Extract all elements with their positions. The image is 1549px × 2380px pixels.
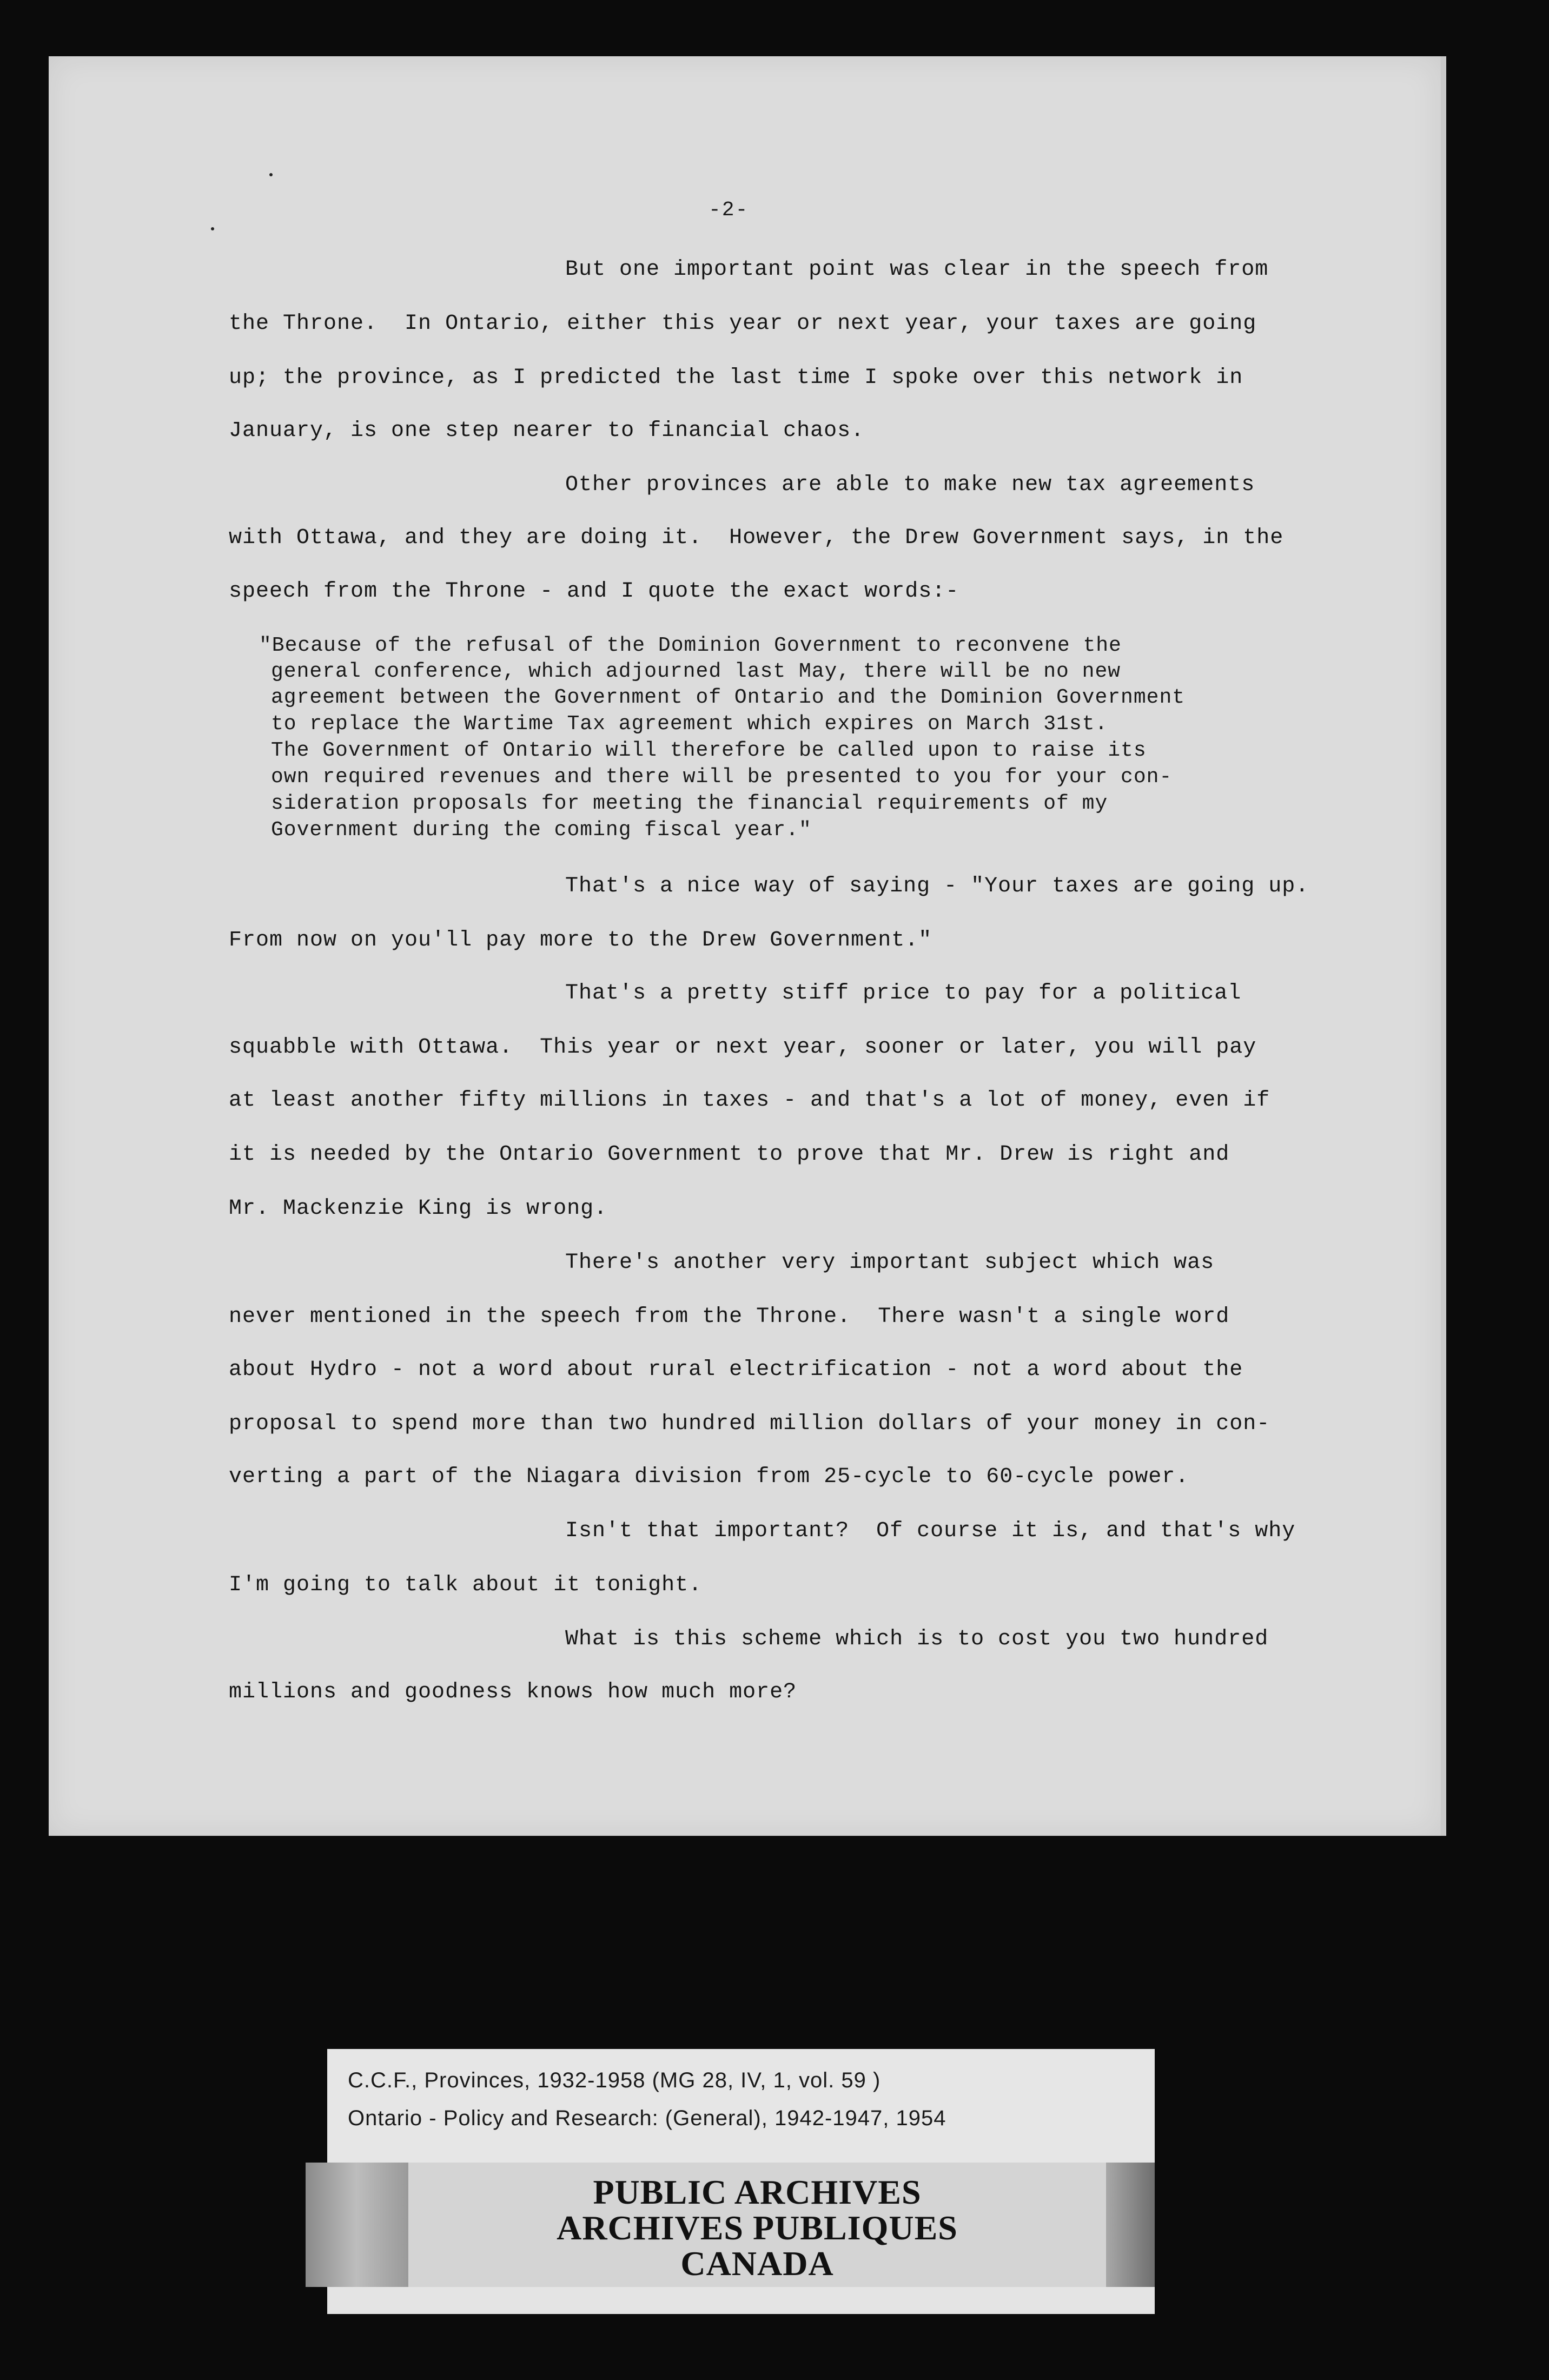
text-line: There's another very important subject which was (565, 1251, 1215, 1275)
quote-line: to replace the Wartime Tax agreement which expires on March 31st. (271, 712, 1108, 736)
text-line: at least another fifty millions in taxes - and that's a lot of money, even if (229, 1088, 1270, 1113)
page-speck (211, 227, 214, 230)
quote-line: The Government of Ontario will therefore be called upon to raise its (271, 739, 1147, 762)
text-line: verting a part of the Niagara division from 25-cycle to 60-cycle power. (229, 1465, 1189, 1489)
page-speck (269, 173, 273, 176)
text-line: Other provinces are able to make new tax agreements (565, 473, 1255, 497)
page-number: -2- (709, 199, 749, 222)
text-line: millions and goodness knows how much more? (229, 1680, 797, 1704)
text-line: the Throne. In Ontario, either this year or next year, your taxes are going (229, 312, 1257, 336)
stamp-line: PUBLIC ARCHIVES (593, 2173, 922, 2211)
archive-reference-label (327, 2049, 1155, 2165)
text-line: I'm going to talk about it tonight. (229, 1573, 703, 1597)
text-line: What is this scheme which is to cost you two hundred (565, 1627, 1269, 1651)
stamp-line: CANADA (680, 2244, 834, 2283)
text-line: Mr. Mackenzie King is wrong. (229, 1196, 608, 1221)
text-line: up; the province, as I predicted the last time I spoke over this network in (229, 366, 1243, 390)
quote-line: "Because of the refusal of the Dominion Government to reconvene the (259, 634, 1122, 657)
text-line: That's a pretty stiff price to pay for a political (565, 981, 1242, 1006)
text-line: speech from the Throne - and I quote the exact words:- (229, 579, 959, 604)
text-line: squabble with Ottawa. This year or next year, sooner or later, you will pay (229, 1035, 1257, 1060)
archives-stamp-panel (408, 2163, 1106, 2287)
quote-line: Government during the coming fiscal year." (271, 818, 812, 842)
quote-line: sideration proposals for meeting the financial requirements of my (271, 792, 1108, 815)
text-line: That's a nice way of saying - "Your taxes are going up. (565, 874, 1309, 898)
text-line: with Ottawa, and they are doing it. However, the Drew Government says, in the (229, 526, 1284, 550)
label-bottom-strip (327, 2287, 1155, 2314)
archives-stamp (306, 2163, 1155, 2287)
text-line: about Hydro - not a word about rural electrification - not a word about the (229, 1358, 1243, 1382)
text-line: never mentioned in the speech from the Throne. There wasn't a single word (229, 1305, 1230, 1329)
stamp-line: ARCHIVES PUBLIQUES (557, 2209, 958, 2247)
text-line: But one important point was clear in the speech from (565, 257, 1269, 282)
text-line: Isn't that important? Of course it is, and that's why (565, 1519, 1296, 1543)
archive-reference-line: Ontario - Policy and Research: (General), 1942-1947, 1954 (348, 2106, 946, 2130)
quote-line: agreement between the Government of Ontario and the Dominion Government (271, 686, 1186, 709)
quote-line: general conference, which adjourned last May, there will be no new (271, 660, 1121, 683)
document-page (49, 56, 1446, 1836)
text-line: From now on you'll pay more to the Drew Government." (229, 928, 932, 953)
text-line: it is needed by the Ontario Government to prove that Mr. Drew is right and (229, 1142, 1230, 1167)
quote-line: own required revenues and there will be presented to you for your con- (271, 765, 1173, 789)
text-line: January, is one step nearer to financial chaos. (229, 419, 865, 443)
archive-reference-line: C.C.F., Provinces, 1932-1958 (MG 28, IV, 1, vol. 59 ) (348, 2068, 881, 2092)
text-line: proposal to spend more than two hundred million dollars of your money in con- (229, 1412, 1270, 1436)
